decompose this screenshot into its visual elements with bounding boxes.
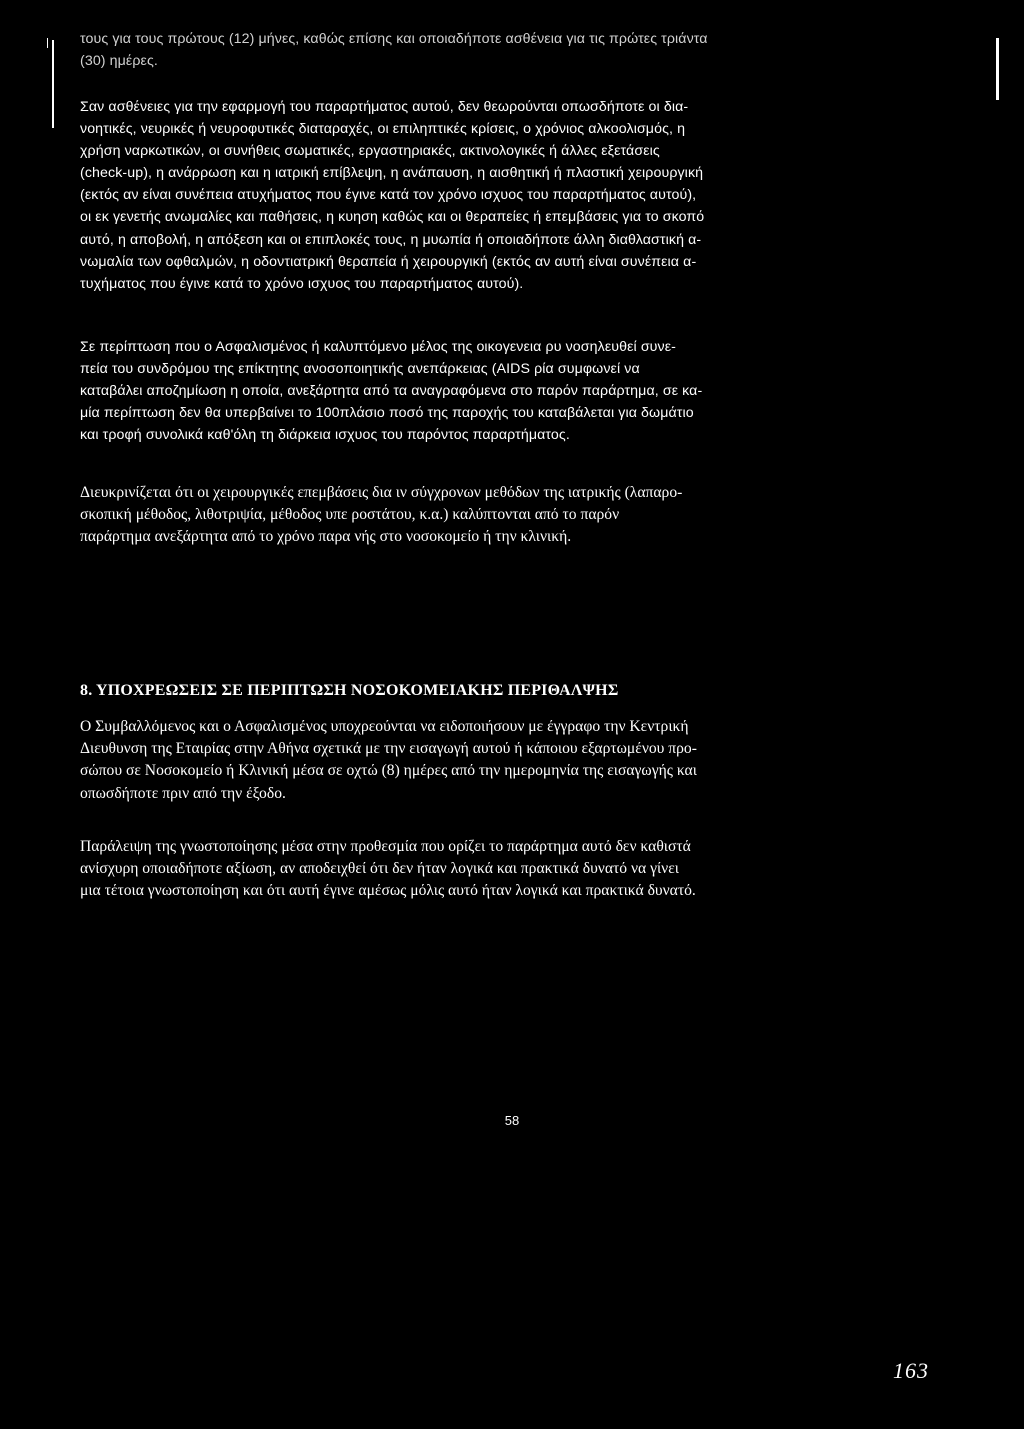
page-number: 58 [504, 1113, 520, 1128]
text-line: αυτό, η αποβολή, η απόξεση και οι επιπλοκές τους, η μυωπία ή οποιαδήποτε άλλη διαθλαστική α- [80, 231, 702, 248]
text-line: νοητικές, νευρικές ή νευροφυτικές διαταραχές, οι επιληπτικές κρίσεις, ο χρόνιος αλκοολισμός, η [80, 121, 686, 138]
text-line: τυχήματος που έγινε κατά το χρόνο ισχυος του παραρτήματος αυτού). [80, 275, 524, 292]
notification-paragraph [80, 716, 880, 805]
text-line: νωμαλία των οφθαλμών, η οδοντιατρική θεραπεία ή χειρουργική (εκτός αν αυτή είναι συνέπεια α- [80, 253, 697, 270]
text-line: οπωσδήποτε πριν από την έξοδο. [80, 784, 286, 802]
handwritten-page-number: 163 [893, 1358, 929, 1383]
omission-paragraph [80, 836, 880, 903]
text-line: Σαν ασθένειες για την εφαρμογή του παραρτήματος αυτού, δεν θεωρούνται οπωσδήποτε οι δια- [80, 99, 689, 115]
scan-edge-mark [47, 38, 48, 48]
text-line: σώπου σε Νοσοκομείο ή Κλινική μέσα σε οχτώ (8) ημέρες από την ημερομηνία της εισαγωγής και [80, 762, 697, 780]
text-line: πεία του συνδρόμου της επίκτητης ανοσοποιητικής ανεπάρκειας (AIDS ρία συμφωνεί να [80, 361, 640, 378]
section-heading: 8. ΥΠΟΧΡΕΩΣΕΙΣ ΣΕ ΠΕΡΙΠΤΩΣΗ ΝΟΣΟΚΟΜΕΙΑΚΗΣ ΠΕΡΙΘΑΛΨΗΣ [80, 682, 619, 699]
aids-paragraph [80, 336, 880, 446]
surgery-paragraph [80, 482, 880, 549]
text-line: παράρτημα ανεξάρτητα από το χρόνο παρα νής στο νοσοκομείο ή την κλινική. [80, 528, 572, 546]
text-line: σκοπική μέθοδος, λιθοτριψία, μέθοδος υπε ροστάτου, κ.α.) καλύπτονται από το παρόν [80, 506, 620, 524]
text-line: μια τέτοια γνωστοποίηση και ότι αυτή έγινε αμέσως μόλις αυτό ήταν λογικά και πρακτικά δυνατό. [80, 882, 696, 900]
text-line: (30) ημέρες. [80, 53, 158, 70]
text-line: (check-up), η ανάρρωση και η ιατρική επίβλεψη, η ανάπαυση, η αισθητική ή πλαστική χειρουργική [80, 165, 704, 182]
text-line: Σε περίπτωση που ο Ασφαλισμένος ή καλυπτόμενο μέλος της οικογενεια ρυ νοσηλευθεί συνε- [80, 339, 676, 355]
text-line: οι εκ γενετής ανωμαλίες και παθήσεις, η κυηση καθώς και οι θεραπείες ή επεμβάσεις για το σκοπό [80, 209, 705, 226]
exclusions-paragraph [80, 96, 880, 295]
scan-edge-left [52, 40, 54, 128]
text-line: Παράλειψη της γνωστοποίησης μέσα στην προθεσμία που ορίζει το παράρτημα αυτό δεν καθιστά [80, 838, 691, 855]
text-line: Διευθυνση της Εταιρίας στην Αθήνα σχετικά με την εισαγωγή αυτού ή κάποιου εξαρτωμένου προ- [80, 740, 697, 758]
text-line: χρήση ναρκωτικών, οι συνήθεις σωματικές, εργαστηριακές, ακτινολογικές ή άλλες εξετάσεις [80, 143, 660, 160]
text-line: (εκτός αν είναι συνέπεια ατυχήματος που έγινε κατά τον χρόνο ισχυος του παραρτήματος αυτού), [80, 187, 697, 204]
scan-edge-right [996, 38, 999, 100]
text-line: μία περίπτωση δεν θα υπερβαίνει το 100πλάσιο ποσό της παροχής του καταβάλεται για δωμάτιο [80, 405, 694, 422]
text-line: ανίσχυρη οποιαδήποτε αξίωση, αν αποδειχθεί ότι δεν ήταν λογικά και πρακτικά δυνατό να γίνει [80, 860, 679, 878]
top-fragment-paragraph [80, 28, 880, 72]
text-line: Διευκρινίζεται ότι οι χειρουργικές επεμβάσεις δια ιν σύγχρονων μεθόδων της ιατρικής (λαπαρο- [80, 484, 683, 501]
text-line: καταβάλει αποζημίωση η οποία, ανεξάρτητα από τα αναγραφόμενα στο παρόν παράρτημα, σε κα- [80, 383, 703, 400]
text-line: και τροφή συνολικά καθ'όλη τη διάρκεια ισχυος του παρόντος παραρτήματος. [80, 427, 570, 444]
text-line: Ο Συμβαλλόμενος και ο Ασφαλισμένος υποχρεούνται να ειδοποιήσουν με έγγραφο την Κεντρική [80, 718, 689, 735]
text-line: τους για τους πρώτους (12) μήνες, καθώς επίσης και οποιαδήποτε ασθένεια για τις πρώτες τριάντα [80, 31, 708, 47]
